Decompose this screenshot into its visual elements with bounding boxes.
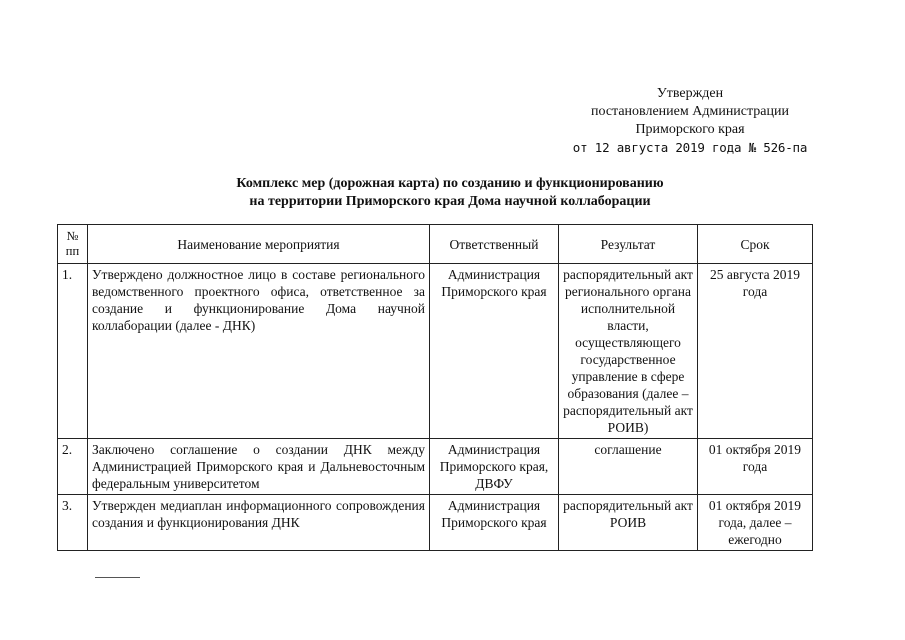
table-row: [58, 495, 813, 551]
header-number: [58, 225, 88, 264]
row-result: соглашение: [559, 439, 698, 495]
header-responsible: Ответственный: [430, 225, 559, 264]
approval-stamp: [560, 85, 820, 157]
roadmap-table: [57, 224, 813, 551]
row-number: 2.: [58, 439, 88, 495]
approval-line-approved: Утвержден: [656, 86, 724, 101]
row-number: 3.: [58, 495, 88, 551]
document-title: [140, 175, 760, 211]
row-activity-name: Заключено соглашение о создании ДНК между Администрацией Приморского края и Дальневосточным федеральным университетом: [88, 439, 430, 495]
header-number-symbol: №: [66, 229, 79, 243]
row-activity-name: Утвержден медиаплан информационного сопровождения создания и функционирования ДНК: [88, 495, 430, 551]
table-header-row: [58, 225, 813, 264]
document-title-line-2: на территории Приморского края Дома научной коллаборации: [249, 194, 651, 209]
scan-artifact-line: [95, 577, 140, 578]
row-responsible: Администрация Приморского края: [430, 264, 559, 439]
approval-line-decree-by: постановлением Администрации: [591, 104, 789, 119]
row-result: распорядительный акт РОИВ: [559, 495, 698, 551]
row-responsible: Администрация Приморского края, ДВФУ: [430, 439, 559, 495]
row-number: 1.: [58, 264, 88, 439]
row-result: распорядительный акт регионального органа исполнительной власти, осуществляющего государственное управление в сфере образования (далее – распорядительный акт РОИВ): [559, 264, 698, 439]
table-row: [58, 264, 813, 439]
row-term: 01 октября 2019 года: [698, 439, 813, 495]
header-activity-name: Наименование мероприятия: [88, 225, 430, 264]
header-term: Срок: [698, 225, 813, 264]
header-number-abbr: пп: [65, 244, 80, 258]
row-responsible: Администрация Приморского края: [430, 495, 559, 551]
approval-line-region: Приморского края: [635, 122, 745, 137]
header-result: Результат: [559, 225, 698, 264]
document-title-line-1: Комплекс мер (дорожная карта) по созданию и функционированию: [236, 176, 664, 191]
row-term: 25 августа 2019 года: [698, 264, 813, 439]
row-term: 01 октября 2019 года, далее – ежегодно: [698, 495, 813, 551]
table-row: [58, 439, 813, 495]
row-activity-name: Утверждено должностное лицо в составе регионального ведомственного проектного офиса, ответственное за создание и функционирование Дома научной коллаборации (далее - ДНК): [88, 264, 430, 439]
approval-line-decree-number: от 12 августа 2019 года № 526-па: [572, 140, 808, 155]
